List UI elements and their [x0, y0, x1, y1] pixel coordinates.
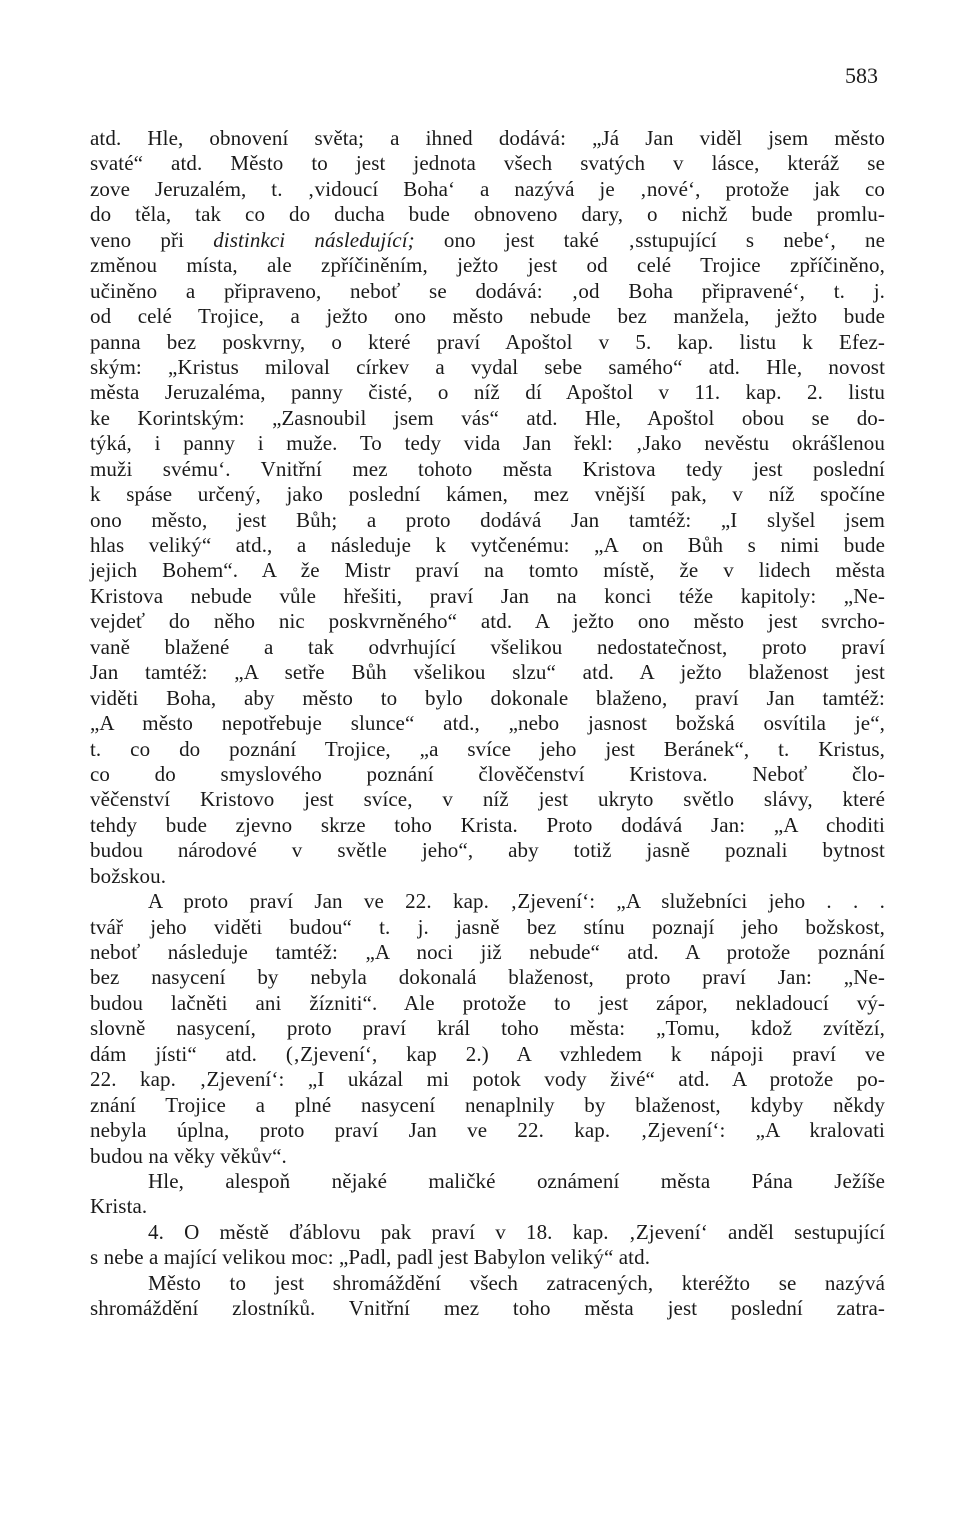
text-line: ským: „Kristus miloval církev a vydal sebe samého“ atd. Hle, novost [90, 354, 885, 379]
text-line: panna bez poskvrny, o které praví Apoštol v 5. kap. listu k Efez- [90, 329, 885, 354]
text-line: Kristova nebude vůle hřešiti, praví Jan na konci téže kapitoly: „Ne- [90, 583, 885, 608]
text-line: změnou místa, ale zpříčiněním, ježto jest od celé Trojice zpříčiněno, [90, 253, 885, 278]
text-line: znání Trojice a plné nasycení nenaplnily by blaženost, kdyby někdy [90, 1092, 885, 1117]
text-line: tvář jeho viděti budou“ t. j. jasně bez stínu poznají jeho božskost, [90, 914, 885, 939]
text-line: nebyla úplna, proto praví Jan ve 22. kap. ‚Zjevení‘: „A kralovati [90, 1118, 885, 1143]
text-line: atd. Hle, obnovení světa; a ihned dodává: „Já Jan viděl jsem město [90, 126, 885, 150]
text-line: věčenství Kristovo jest svíce, v níž jest ukryto světlo slávy, které [90, 787, 885, 812]
text-line: „A město nepotřebuje slunce“ atd., „nebo jasnost božská osvítila je“, [90, 711, 885, 736]
text-line: týká, i panny i muže. To tedy vida Jan řekl: ‚Jako nevěstu okrášlenou [90, 431, 885, 456]
text-line: tehdy bude zjevno skrze toho Krista. Proto dodává Jan: „A choditi [90, 812, 885, 837]
text-line: veno při distinkci následující; ono jest také ‚sstupující s nebe‘, ne [90, 227, 885, 252]
text-line: slovně nasycení, proto praví král toho města: „Tomu, kdož zvítězí, [90, 1016, 885, 1041]
text-line: 4. O městě ďáblovu pak praví v 18. kap. ‚Zjevení‘ anděl sestupující [148, 1219, 885, 1244]
text-line: do těla, tak co do ducha bude obnoveno dary, o nichž bude promlu- [90, 202, 885, 227]
text-line: budou národové v světle jeho“, aby totiž jasně poznali bytnost [90, 838, 885, 863]
text-line: budou lačněti ani žízniti“. Ale protože to jest zápor, nekladoucí vý- [90, 990, 885, 1015]
text-line: viděti Boha, aby město to bylo dokonale blaženo, praví Jan tamtéž: [90, 685, 885, 710]
text-line: vejdeť do něho nic poskvrněného“ atd. A ježto ono město jest svrcho- [90, 609, 885, 634]
text-line: od celé Trojice, a ježto ono město nebude bez manžela, ježto bude [90, 304, 885, 329]
text-line: Jan tamtéž: „A setře Bůh všelikou slzu“ atd. A ježto blaženost jest [90, 660, 885, 685]
page-number: 583 [845, 63, 878, 88]
text-line: s nebe a mající velikou moc: „Padl, padl jest Babylon veliký“ atd. [90, 1245, 651, 1270]
text-line: k spáse určený, jako poslední kámen, mez vnější pak, v níž spočíne [90, 482, 885, 507]
text-line: ke Korintským: „Zasnoubil jsem vás“ atd. Hle, Apoštol obou se do- [90, 405, 885, 430]
text-line: vaně blažené a tak odvrhující všelikou nedostatečnost, proto praví [90, 634, 885, 659]
text-line: shromáždění zlostníků. Vnitřní mez toho města jest poslední zatra- [90, 1296, 885, 1321]
text-line: svaté“ atd. Město to jest jednota všech svatých v lásce, kteráž se [90, 151, 885, 176]
text-line: Město to jest shromáždění všech zatracených, kteréžto se nazývá [148, 1270, 885, 1295]
text-line: bez nasycení by nebyla dokonalá blaženost, proto praví Jan: „Ne- [90, 965, 885, 990]
text-line: muži svému‘. Vnitřní mez tohoto města Kristova tedy jest poslední [90, 456, 885, 481]
text-line: zove Jeruzalém, t. ‚vidoucí Boha‘ a nazývá je ‚nové‘, protože jak co [90, 176, 885, 201]
text-line: A proto praví Jan ve 22. kap. ‚Zjevení‘: „A služebníci jeho . . . [148, 889, 885, 914]
text-line: co do smyslového poznání člověčenství Kristova. Neboť člo- [90, 761, 885, 786]
body-text [90, 126, 885, 1322]
text-line: t. co do poznání Trojice, „a svíce jeho jest Beránek“, t. Kristus, [90, 736, 885, 761]
text-line: 22. kap. ‚Zjevení‘: „I ukázal mi potok vody živé“ atd. A protože po- [90, 1067, 885, 1092]
text-line: města Jeruzaléma, panny čisté, o níž dí Apoštol v 11. kap. 2. listu [90, 380, 885, 405]
text-line: učiněno a připraveno, neboť se dodává: ‚od Boha připravené‘, t. j. [90, 278, 885, 303]
text-line: Krista. [90, 1194, 148, 1219]
text-line: dám jísti“ atd. (‚Zjevení‘, kap 2.) A vzhledem k nápoji praví ve [90, 1041, 885, 1066]
text-line: Hle, alespoň nějaké maličké oznámení města Pána Ježíše [148, 1168, 885, 1193]
text-line: budou na věky věkův“. [90, 1143, 287, 1168]
text-line: ono město, jest Bůh; a proto dodává Jan tamtéž: „I slyšel jsem [90, 507, 885, 532]
text-line: jejich Bohem“. A že Mistr praví na tomto místě, že v lidech města [90, 558, 885, 583]
text-line: neboť následuje tamtéž: „A noci již nebude“ atd. A protože poznání [90, 940, 885, 964]
text-line: božskou. [90, 863, 167, 888]
text-line: hlas veliký“ atd., a následuje k vytčenému: „A on Bůh s nimi bude [90, 533, 885, 557]
